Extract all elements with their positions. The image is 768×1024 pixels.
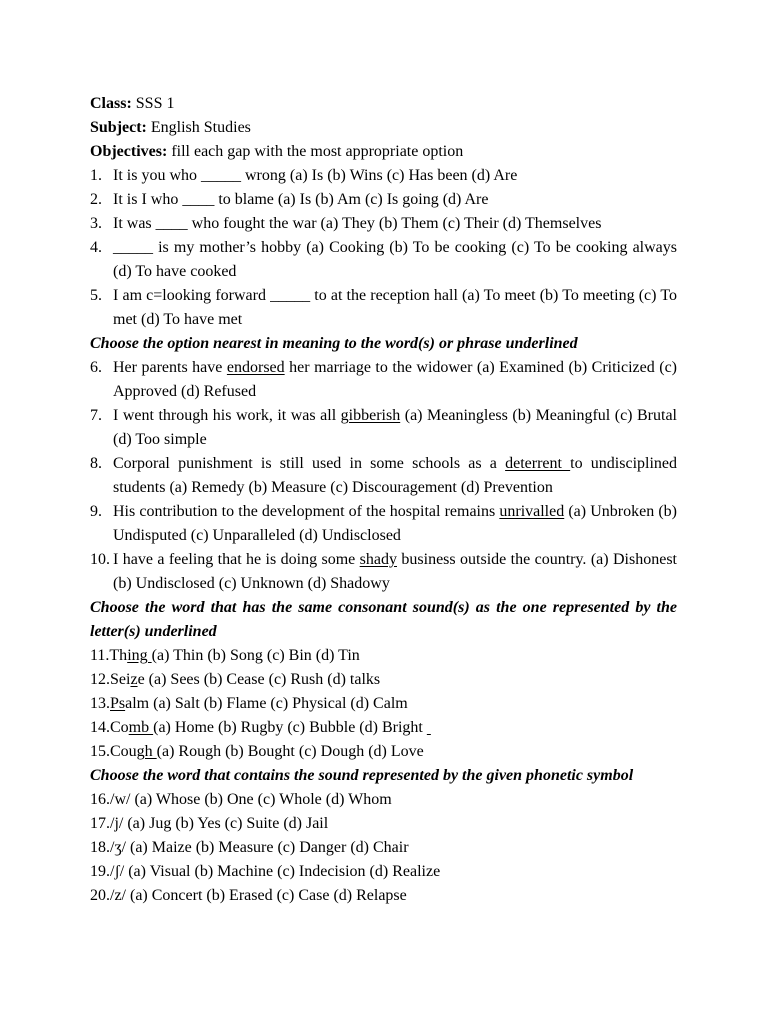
class-value: SSS 1 (131, 95, 175, 112)
section-heading-consonant: Choose the word that has the same consonant sound(s) as the one represented by the letter(s) underlined (90, 599, 677, 640)
text-before: I have a feeling that he is doing some (113, 551, 360, 568)
question-text: It is you who _____ wrong (a) Is (b) Wins (c) Has been (d) Are (113, 167, 518, 184)
question-number: 13. (90, 695, 110, 712)
question-text: It is I who ____ to blame (a) Is (b) Am (c) Is going (d) Are (113, 191, 489, 208)
question-number: 6. (90, 359, 102, 376)
question-text (110, 668, 380, 692)
question-number: 16. (90, 791, 110, 808)
question-13 (90, 692, 677, 716)
text-after: (a) Rough (b) Bought (c) Dough (d) Love (156, 743, 424, 760)
question-text: /j/ (a) Jug (b) Yes (c) Suite (d) Jail (110, 815, 329, 832)
question-text (113, 404, 677, 452)
question-6 (90, 356, 677, 404)
underlined-letters: Ps (110, 695, 126, 712)
text-before: Th (109, 647, 128, 664)
question-text: I am c=looking forward _____ to at the reception hall (a) To meet (b) To meeting (c) To met (d) To have met (113, 287, 677, 328)
underlined-word: unrivalled (499, 503, 565, 520)
question-number: 11. (90, 647, 110, 664)
underlined-letters: mb (128, 719, 154, 736)
text-before: Co (110, 719, 129, 736)
underlined-letters: z (130, 671, 138, 688)
text-after: alm (a) Salt (b) Flame (c) Physical (d) Calm (125, 695, 408, 712)
question-10 (90, 548, 677, 596)
question-number: 5. (90, 287, 102, 304)
question-3 (90, 212, 677, 236)
section-heading-phonetic: Choose the word that contains the sound represented by the given phonetic symbol (90, 767, 634, 784)
text-after: business outside the country. (a) Dishonest (b) Undisclosed (c) Unknown (d) Shadowy (113, 551, 677, 592)
underlined-word: endorsed (226, 359, 285, 376)
underlined-word: gibberish (340, 407, 401, 424)
question-text (113, 548, 677, 596)
question-20 (90, 884, 677, 908)
question-14 (90, 716, 677, 740)
question-8 (90, 452, 677, 500)
question-number: 4. (90, 239, 102, 256)
objectives-label: Objectives: (90, 143, 168, 160)
worksheet (90, 92, 677, 908)
question-text: /w/ (a) Whose (b) One (c) Whole (d) Whom (110, 791, 392, 808)
question-text (110, 740, 424, 764)
subject-value: English Studies (146, 119, 251, 136)
question-1 (90, 164, 677, 188)
question-text: /ʒ/ (a) Maize (b) Measure (c) Danger (d) Chair (110, 839, 409, 856)
text-before: Corporal punishment is still used in some schools as a (113, 455, 506, 472)
question-text (110, 692, 408, 716)
question-number: 9. (90, 503, 102, 520)
question-16 (90, 788, 677, 812)
question-text (110, 716, 431, 740)
objectives-line (90, 140, 677, 164)
section-heading-meaning: Choose the option nearest in meaning to the word(s) or phrase underlined (90, 335, 578, 352)
question-text (113, 356, 677, 404)
question-number: 3. (90, 215, 102, 232)
text-before: Cou (110, 743, 137, 760)
question-number: 18. (90, 839, 110, 856)
question-text (113, 452, 677, 500)
text-after: to undisciplined students (a) Remedy (b) Measure (c) Discouragement (d) Prevention (113, 455, 678, 496)
text-after: (a) Home (b) Rugby (c) Bubble (d) Bright (153, 719, 427, 736)
question-5 (90, 284, 677, 332)
class-label: Class: (90, 95, 132, 112)
subject-label: Subject: (90, 119, 147, 136)
question-12 (90, 668, 677, 692)
question-text (113, 500, 677, 548)
text-after: (a) Thin (b) Song (c) Bin (d) Tin (151, 647, 360, 664)
subject-line (90, 116, 677, 140)
question-number: 19. (90, 863, 110, 880)
question-17 (90, 812, 677, 836)
question-18 (90, 836, 677, 860)
question-15 (90, 740, 677, 764)
question-7 (90, 404, 677, 452)
question-2 (90, 188, 677, 212)
text-before: Her parents have (113, 359, 227, 376)
underlined-letters: ing (127, 647, 152, 664)
question-number: 7. (90, 407, 102, 424)
question-number: 10. (90, 551, 110, 568)
question-number: 17. (90, 815, 110, 832)
question-19 (90, 860, 677, 884)
text-after: e (a) Sees (b) Cease (c) Rush (d) talks (137, 671, 381, 688)
text-before: I went through his work, it was all (113, 407, 341, 424)
underlined-word: shady (359, 551, 397, 568)
question-number: 2. (90, 191, 102, 208)
question-4 (90, 236, 677, 284)
text-after: (a) Unbroken (b) Undisputed (c) Unparalleled (d) Undisclosed (113, 503, 677, 544)
class-line (90, 92, 677, 116)
underlined-word: deterrent (505, 455, 571, 472)
text-before: His contribution to the development of the hospital remains (113, 503, 500, 520)
question-text: /z/ (a) Concert (b) Erased (c) Case (d) Relapse (110, 887, 407, 904)
question-number: 15. (90, 743, 110, 760)
question-text: It was ____ who fought the war (a) They (b) Them (c) Their (d) Themselves (113, 215, 602, 232)
question-text: /ʃ/ (a) Visual (b) Machine (c) Indecision (d) Realize (110, 863, 441, 880)
question-number: 8. (90, 455, 102, 472)
text-after: (a) Meaningless (b) Meaningful (c) Brutal (d) Too simple (113, 407, 678, 448)
question-number: 1. (90, 167, 102, 184)
underlined-trailing-space (427, 719, 431, 736)
question-9 (90, 500, 677, 548)
objectives-value: fill each gap with the most appropriate option (167, 143, 464, 160)
question-text: _____ is my mother’s hobby (a) Cooking (b) To be cooking (c) To be cooking always (d) To have cooked (113, 239, 677, 280)
text-after: her marriage to the widower (a) Examined (b) Criticized (c) Approved (d) Refused (113, 359, 678, 400)
question-number: 20. (90, 887, 110, 904)
question-number: 14. (90, 719, 110, 736)
text-before: Sei (110, 671, 131, 688)
question-11 (90, 644, 677, 668)
question-number: 12. (90, 671, 110, 688)
question-text (109, 644, 359, 668)
underlined-letters: gh (136, 743, 157, 760)
